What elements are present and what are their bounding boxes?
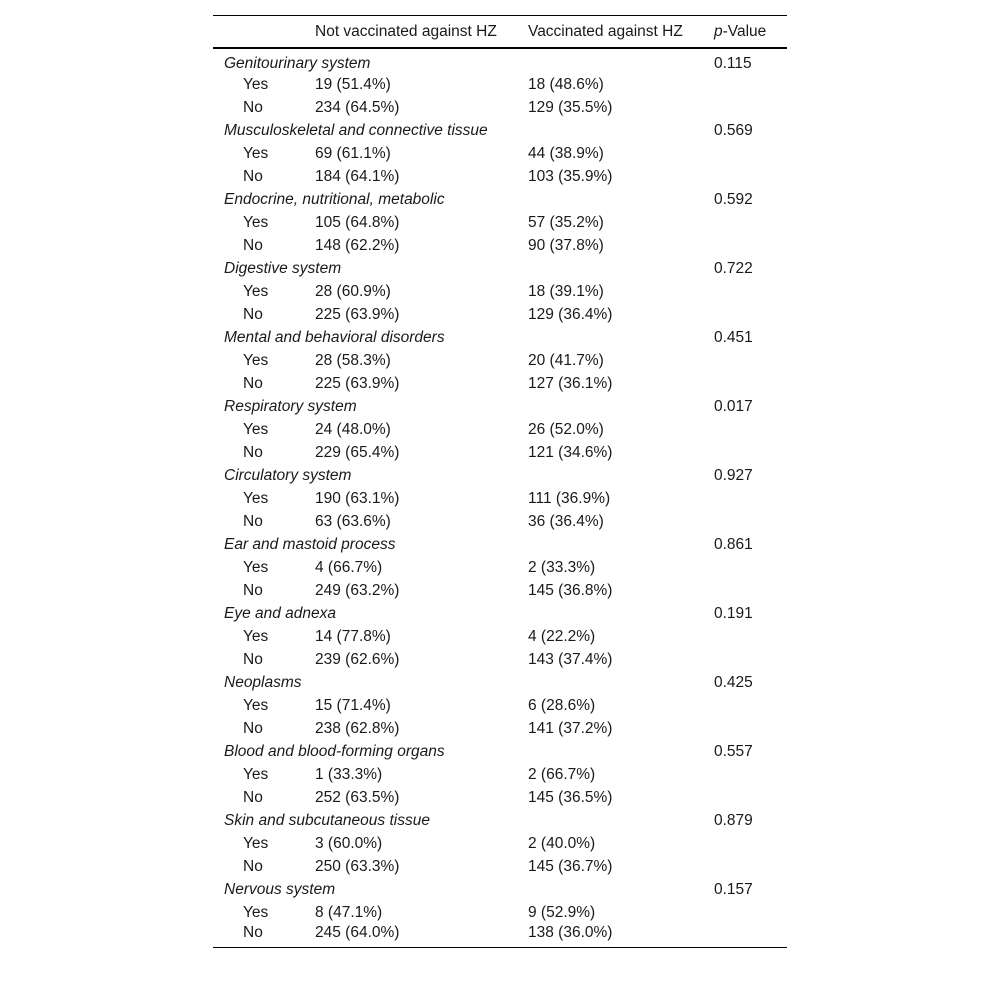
header-p-suffix: -Value: [722, 22, 767, 40]
row-label: No: [243, 581, 263, 599]
table-row: [213, 441, 787, 464]
p-value-empty: [702, 717, 787, 740]
vaccinated-value: 20 (41.7%): [528, 351, 604, 369]
row-label: No: [243, 512, 263, 530]
category-name: Eye and adnexa: [224, 604, 337, 622]
p-value-empty: [702, 556, 787, 579]
category-name: Neoplasms: [224, 673, 302, 691]
p-value-empty: [702, 303, 787, 326]
not-vaccinated-value: 238 (62.8%): [315, 719, 400, 737]
category-row: [213, 188, 787, 211]
vaccinated-value: 145 (36.5%): [528, 788, 613, 806]
row-label: Yes: [243, 420, 269, 438]
comorbidity-table-container: [213, 15, 787, 948]
not-vaccinated-value: 250 (63.3%): [315, 857, 400, 875]
table-row: [213, 901, 787, 924]
table-row: [213, 763, 787, 786]
category-row: [213, 395, 787, 418]
not-vaccinated-value: 63 (63.6%): [315, 512, 391, 530]
vaccinated-value: 36 (36.4%): [528, 512, 604, 530]
p-value-empty: [702, 349, 787, 372]
vaccinated-value: 9 (52.9%): [528, 903, 596, 921]
not-vaccinated-value: 225 (63.9%): [315, 305, 400, 323]
p-value: 0.722: [714, 259, 753, 277]
header-category: [213, 16, 303, 49]
table-row: [213, 625, 787, 648]
vaccinated-value: 90 (37.8%): [528, 236, 604, 254]
vaccinated-value: 103 (35.9%): [528, 167, 613, 185]
vaccinated-value: 44 (38.9%): [528, 144, 604, 162]
p-value-empty: [702, 96, 787, 119]
row-label: No: [243, 98, 263, 116]
category-name: Circulatory system: [224, 466, 352, 484]
not-vaccinated-value: 8 (47.1%): [315, 903, 383, 921]
vaccinated-value: 127 (36.1%): [528, 374, 613, 392]
p-value-empty: [702, 924, 787, 947]
vaccinated-value: 26 (52.0%): [528, 420, 604, 438]
category-row: [213, 809, 787, 832]
not-vaccinated-value: 184 (64.1%): [315, 167, 400, 185]
not-vaccinated-value: 234 (64.5%): [315, 98, 400, 116]
row-label: No: [243, 236, 263, 254]
p-value-empty: [702, 487, 787, 510]
header-p-letter: p: [714, 22, 723, 40]
p-value-empty: [702, 786, 787, 809]
table-row: [213, 832, 787, 855]
vaccinated-value: 111 (36.9%): [528, 489, 611, 507]
table-row: [213, 786, 787, 809]
not-vaccinated-value: 28 (58.3%): [315, 351, 391, 369]
category-name: Nervous system: [224, 880, 336, 898]
category-row: [213, 119, 787, 142]
row-label: Yes: [243, 144, 269, 162]
not-vaccinated-value: 249 (63.2%): [315, 581, 400, 599]
p-value-empty: [702, 855, 787, 878]
p-value: 0.861: [714, 535, 753, 553]
row-label: Yes: [243, 351, 269, 369]
row-label: No: [243, 443, 263, 461]
row-label: Yes: [243, 765, 269, 783]
p-value: 0.592: [714, 190, 753, 208]
not-vaccinated-value: 24 (48.0%): [315, 420, 391, 438]
not-vaccinated-value: 225 (63.9%): [315, 374, 400, 392]
not-vaccinated-value: 229 (65.4%): [315, 443, 400, 461]
not-vaccinated-value: 14 (77.8%): [315, 627, 391, 645]
table-row: [213, 487, 787, 510]
p-value: 0.557: [714, 742, 753, 760]
not-vaccinated-value: 190 (63.1%): [315, 489, 400, 507]
comorbidity-table: [213, 15, 787, 947]
p-value-empty: [702, 280, 787, 303]
category-row: [213, 48, 787, 73]
row-label: Yes: [243, 213, 269, 231]
p-value-empty: [702, 694, 787, 717]
row-label: Yes: [243, 282, 269, 300]
table-row: [213, 142, 787, 165]
row-label: No: [243, 924, 263, 941]
not-vaccinated-value: 4 (66.7%): [315, 558, 383, 576]
p-value: 0.569: [714, 121, 753, 139]
row-label: No: [243, 719, 263, 737]
category-name: Blood and blood-forming organs: [224, 742, 445, 760]
vaccinated-value: 57 (35.2%): [528, 213, 604, 231]
table-row: [213, 855, 787, 878]
p-value-empty: [702, 579, 787, 602]
p-value-empty: [702, 73, 787, 96]
row-label: No: [243, 167, 263, 185]
row-label: No: [243, 788, 263, 806]
vaccinated-value: 129 (36.4%): [528, 305, 613, 323]
table-header: [213, 16, 787, 49]
not-vaccinated-value: 28 (60.9%): [315, 282, 391, 300]
p-value-empty: [702, 648, 787, 671]
p-value-empty: [702, 625, 787, 648]
vaccinated-value: 145 (36.8%): [528, 581, 613, 599]
category-row: [213, 257, 787, 280]
row-label: Yes: [243, 558, 269, 576]
vaccinated-value: 129 (35.5%): [528, 98, 613, 116]
table-row: [213, 579, 787, 602]
header-vaccinated: Vaccinated against HZ: [528, 22, 683, 40]
p-value-empty: [702, 372, 787, 395]
row-label: Yes: [243, 834, 269, 852]
category-name: Musculoskeletal and connective tissue: [224, 121, 488, 139]
vaccinated-value: 6 (28.6%): [528, 696, 596, 714]
row-label: Yes: [243, 489, 269, 507]
category-name: Skin and subcutaneous tissue: [224, 811, 430, 829]
table-row: [213, 694, 787, 717]
table-bottom-rule: [213, 947, 787, 948]
table-row: [213, 280, 787, 303]
row-label: Yes: [243, 627, 269, 645]
table-row: [213, 924, 787, 947]
category-row: [213, 533, 787, 556]
category-row: [213, 671, 787, 694]
p-value-empty: [702, 510, 787, 533]
category-row: [213, 464, 787, 487]
table-row: [213, 73, 787, 96]
row-label: No: [243, 650, 263, 668]
table-row: [213, 556, 787, 579]
table-row: [213, 303, 787, 326]
not-vaccinated-value: 3 (60.0%): [315, 834, 383, 852]
vaccinated-value: 121 (34.6%): [528, 443, 613, 461]
header-p-value: [702, 16, 787, 49]
category-row: [213, 326, 787, 349]
category-row: [213, 878, 787, 901]
row-label: No: [243, 857, 263, 875]
category-name: Ear and mastoid process: [224, 535, 396, 553]
vaccinated-value: 4 (22.2%): [528, 627, 596, 645]
vaccinated-value: 143 (37.4%): [528, 650, 613, 668]
p-value-empty: [702, 211, 787, 234]
p-value: 0.191: [714, 604, 753, 622]
not-vaccinated-value: 148 (62.2%): [315, 236, 400, 254]
p-value: 0.157: [714, 880, 753, 898]
row-label: No: [243, 305, 263, 323]
p-value-empty: [702, 441, 787, 464]
p-value-empty: [702, 763, 787, 786]
table-row: [213, 211, 787, 234]
vaccinated-value: 18 (39.1%): [528, 282, 604, 300]
table-body: [213, 48, 787, 947]
row-label: Yes: [243, 75, 269, 93]
p-value-empty: [702, 832, 787, 855]
not-vaccinated-value: 245 (64.0%): [315, 924, 400, 941]
header-not-vaccinated: Not vaccinated against HZ: [315, 22, 497, 40]
p-value-empty: [702, 165, 787, 188]
vaccinated-value: 18 (48.6%): [528, 75, 604, 93]
not-vaccinated-value: 252 (63.5%): [315, 788, 400, 806]
vaccinated-value: 145 (36.7%): [528, 857, 613, 875]
row-label: Yes: [243, 903, 269, 921]
category-row: [213, 602, 787, 625]
p-value: 0.017: [714, 397, 753, 415]
p-value: 0.115: [714, 55, 752, 72]
table-row: [213, 349, 787, 372]
table-row: [213, 418, 787, 441]
table-row: [213, 648, 787, 671]
vaccinated-value: 2 (40.0%): [528, 834, 596, 852]
table-row: [213, 372, 787, 395]
category-name: Endocrine, nutritional, metabolic: [224, 190, 445, 208]
p-value-empty: [702, 901, 787, 924]
p-value: 0.451: [714, 328, 753, 346]
category-name: Genitourinary system: [224, 55, 371, 72]
p-value: 0.927: [714, 466, 753, 484]
table-row: [213, 234, 787, 257]
category-name: Mental and behavioral disorders: [224, 328, 445, 346]
p-value-empty: [702, 418, 787, 441]
p-value-empty: [702, 142, 787, 165]
vaccinated-value: 2 (33.3%): [528, 558, 596, 576]
header-row: [213, 16, 787, 49]
not-vaccinated-value: 239 (62.6%): [315, 650, 400, 668]
p-value: 0.425: [714, 673, 753, 691]
row-label: No: [243, 374, 263, 392]
not-vaccinated-value: 1 (33.3%): [315, 765, 383, 783]
vaccinated-value: 138 (36.0%): [528, 924, 613, 941]
category-name: Digestive system: [224, 259, 342, 277]
category-name: Respiratory system: [224, 397, 357, 415]
vaccinated-value: 141 (37.2%): [528, 719, 613, 737]
p-value-empty: [702, 234, 787, 257]
not-vaccinated-value: 19 (51.4%): [315, 75, 391, 93]
not-vaccinated-value: 15 (71.4%): [315, 696, 391, 714]
table-row: [213, 165, 787, 188]
not-vaccinated-value: 105 (64.8%): [315, 213, 400, 231]
table-row: [213, 510, 787, 533]
vaccinated-value: 2 (66.7%): [528, 765, 596, 783]
table-row: [213, 717, 787, 740]
p-value: 0.879: [714, 811, 753, 829]
table-row: [213, 96, 787, 119]
category-row: [213, 740, 787, 763]
row-label: Yes: [243, 696, 269, 714]
not-vaccinated-value: 69 (61.1%): [315, 144, 391, 162]
